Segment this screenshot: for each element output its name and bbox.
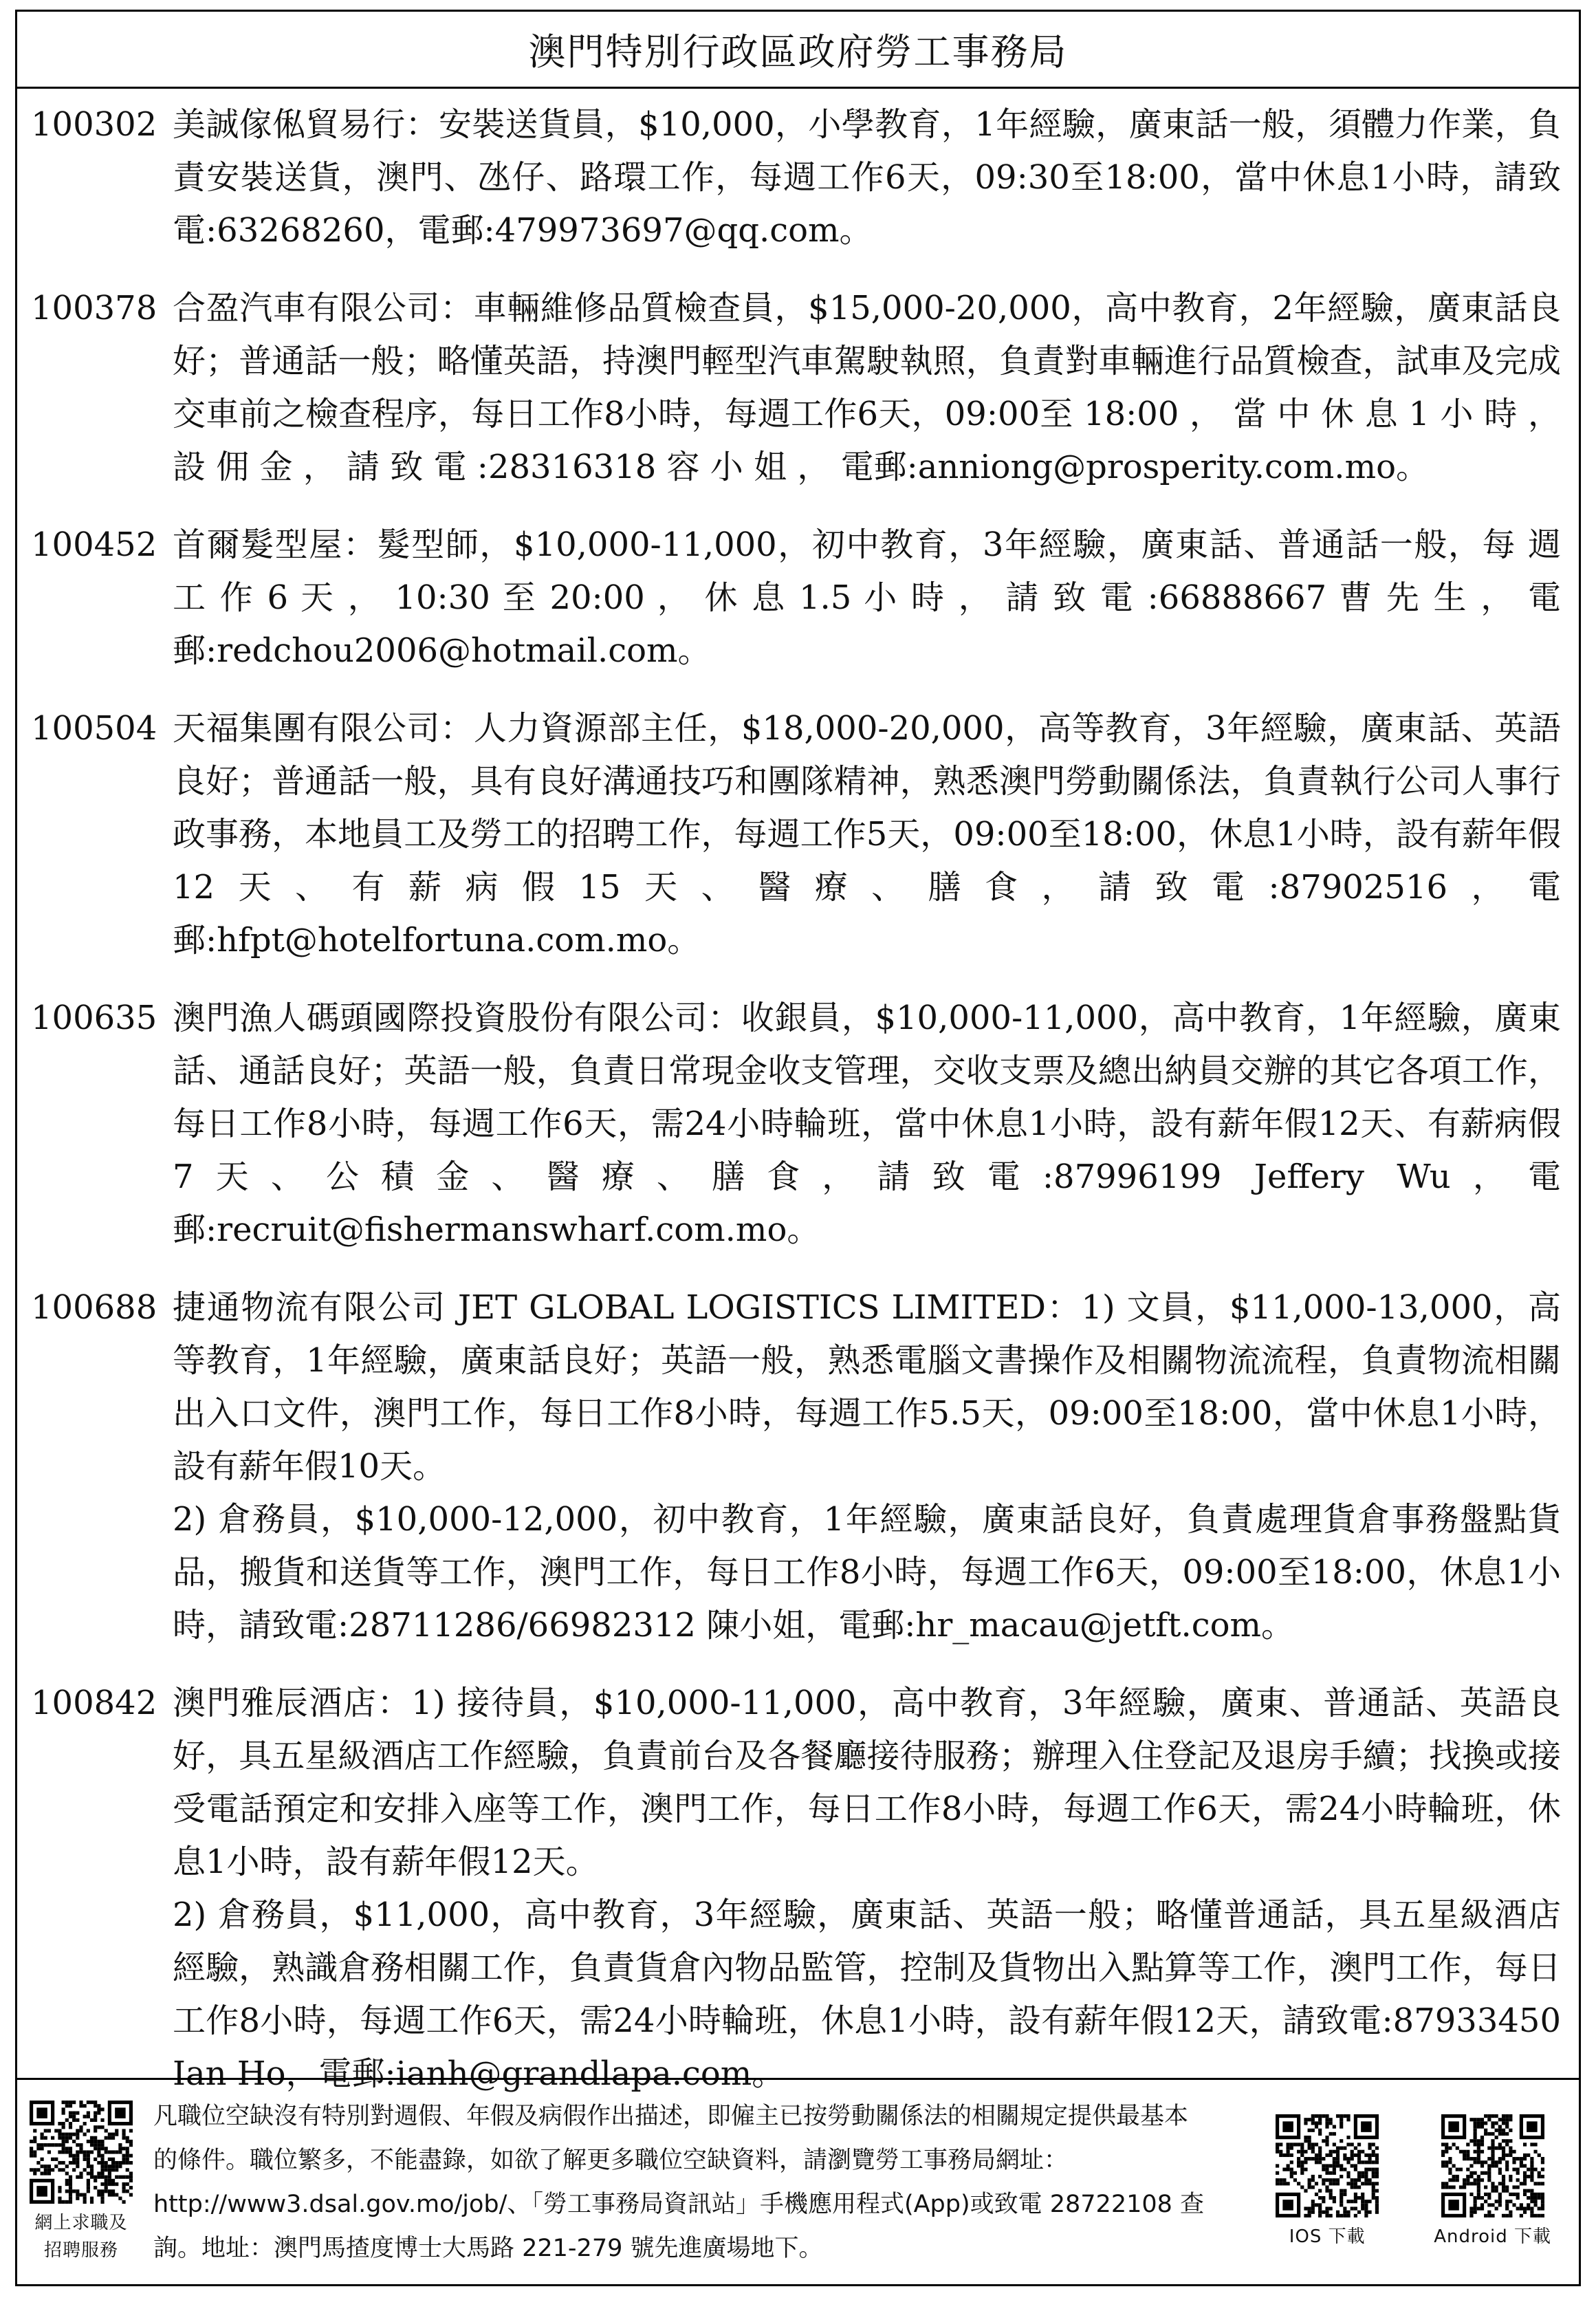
listing-text: 澳門漁人碼頭國際投資股份有限公司：收銀員，$10,000-11,000，高中教育，1年經驗，廣東話、通話良好；英語一般，負責日常現金收支管理，交收支票及總出納員交辦的其它各項工作，每日工作8小時，每週工作6天，需24小時輪班，當中休息1小時，設有薪年假12天、有薪病假7天、公積金、醫療、膳食，請致電:87996199 Jeffery Wu，電郵:recruit@fishermanswharf.com.mo。 [173, 999, 1561, 1249]
listing-code: 100302 [31, 105, 157, 144]
listing-body [173, 702, 1561, 967]
qr-block-ios [1276, 2114, 1379, 2250]
listing-100504 [31, 702, 1561, 967]
listing-text: 天福集團有限公司：人力資源部主任，$18,000-20,000，高等教育，3年經驗，廣東話、英語良好；普通話一般，具有良好溝通技巧和團隊精神，熟悉澳門勞動關係法，負責執行公司人事行政事務，本地員工及勞工的招聘工作，每週工作5天，09:00至18:00，休息1小時，設有薪年假12天、有薪病假15天、醫療、膳食，請致電:87902516，電郵:hfpt@hotelfortuna.com.mo。 [173, 709, 1561, 959]
listing-body [173, 98, 1561, 257]
listing-body [173, 519, 1561, 677]
listing-100635 [31, 992, 1561, 1257]
listing-body [173, 1677, 1561, 2101]
listing-code: 100842 [31, 1684, 157, 1722]
listing-code: 100504 [31, 709, 157, 748]
listing-code: 100635 [31, 999, 157, 1037]
listing-100302 [31, 98, 1561, 257]
footer [17, 2078, 1579, 2284]
qr-label: Android 下載 [1434, 2226, 1551, 2247]
listing-text: 2) 倉務員，$10,000-12,000，初中教育，1年經驗，廣東話良好，負責處理貨倉事務盤點貨品，搬貨和送貨等工作，澳門工作，每日工作8小時，每週工作6天，09:00至18:00，休息1小時，請致電:28711286/66982312 陳小姐，電郵:hr_macau@jetft.com。 [173, 1500, 1561, 1645]
qr-label: IOS 下載 [1289, 2226, 1366, 2247]
listing-text: 捷通物流有限公司 JET GLOBAL LOGISTICS LIMITED：1) 文員，$11,000-13,000，高等教育，1年經驗，廣東話良好；英語一般，熟悉電腦文書操作及相關物流流程，負責物流相關出入口文件，澳門工作，每日工作8小時，每週工作5.5天，09:00至18:00，當中休息1小時，設有薪年假10天。 [173, 1288, 1561, 1486]
qr-label-line: 網上求職及 [34, 2212, 128, 2233]
listing-text: 2) 倉務員，$11,000，高中教育，3年經驗，廣東話、英語一般；略懂普通話，具五星級酒店經驗，熟識倉務相關工作，負責貨倉內物品監管，控制及貨物出入點算等工作，澳門工作，每日工作8小時，每週工作6天，需24小時輪班，休息1小時，設有薪年假12天，請致電:87933450 Ian Ho，電郵:ianh@grandlapa.com。 [173, 1896, 1561, 2093]
listing-text: 澳門雅辰酒店：1) 接待員，$10,000-11,000，高中教育，3年經驗，廣東、普通話、英語良好，具五星級酒店工作經驗，負責前台及各餐廳接待服務；辦理入住登記及退房手續；找換或接受電話預定和安排入座等工作，澳門工作，每日工作8小時，每週工作6天，需24小時輪班，休息1小時，設有薪年假12天。 [173, 1684, 1561, 1881]
qr-block-online-service [30, 2101, 133, 2264]
listing-body [173, 992, 1561, 1257]
listing-text: 首爾髮型屋：髮型師，$10,000-11,000，初中教育，3年經驗，廣東話、普通話一般，每 週 工 作 6 天 ， 10:30 至 20:00 ， 休 息 1.5 小 時 ， 請 致 電 :66888667 曹 先 生 ， 電郵:redchou2006@hotmail.com。 [173, 525, 1561, 670]
listing-100688 [31, 1281, 1561, 1652]
listing-code: 100378 [31, 289, 157, 327]
qr-block-android [1434, 2114, 1551, 2250]
qr-label [34, 2209, 127, 2264]
listing-code: 100688 [31, 1288, 157, 1327]
listing-list [17, 89, 1579, 2101]
page-title: 澳門特別行政區政府勞工事務局 [17, 12, 1579, 89]
listing-body [173, 282, 1561, 494]
qr-code-icon[interactable] [1276, 2114, 1379, 2217]
footer-notice: 凡職位空缺沒有特別對週假、年假及病假作出描述，即僱主已按勞動關係法的相關規定提供最基本的條件。職位繁多，不能盡錄，如欲了解更多職位空缺資料，請瀏覽勞工事務局網址：http://www3.dsal.gov.mo/job/、「勞工事務局資訊站」手機應用程式(App)或致電 28722108 查詢。地址：澳門馬揸度博士大馬路 221-279 號先進廣場地下。 [153, 2102, 1205, 2262]
listing-body [173, 1281, 1561, 1652]
listing-code: 100452 [31, 525, 157, 564]
listing-100378 [31, 282, 1561, 494]
job-vacancy-notice [15, 10, 1581, 2286]
listing-100842 [31, 1677, 1561, 2101]
listing-100452 [31, 519, 1561, 677]
listing-text: 美誠傢俬貿易行：安裝送貨員，$10,000，小學教育，1年經驗，廣東話一般，須體力作業，負責安裝送貨，澳門、氹仔、路環工作，每週工作6天，09:30至18:00，當中休息1小時，請致電:63268260，電郵:479973697@qq.com。 [173, 105, 1561, 250]
qr-code-icon[interactable] [1441, 2114, 1544, 2217]
qr-label-line: 招聘服務 [43, 2239, 118, 2261]
listing-text: 合盈汽車有限公司：車輛維修品質檢查員，$15,000-20,000，高中教育，2年經驗，廣東話良好；普通話一般；略懂英語，持澳門輕型汽車駕駛執照，負責對車輛進行品質檢查，試車及完成交車前之檢查程序，每日工作8小時，每週工作6天，09:00至 18:00 ， 當 中 休 息 1 小 時 ， 設 佣 金 ， 請 致 電 :28316318 容 小 姐 ， 電郵:anniong@prosperity.com.mo。 [173, 289, 1561, 486]
qr-code-icon[interactable] [30, 2101, 133, 2204]
